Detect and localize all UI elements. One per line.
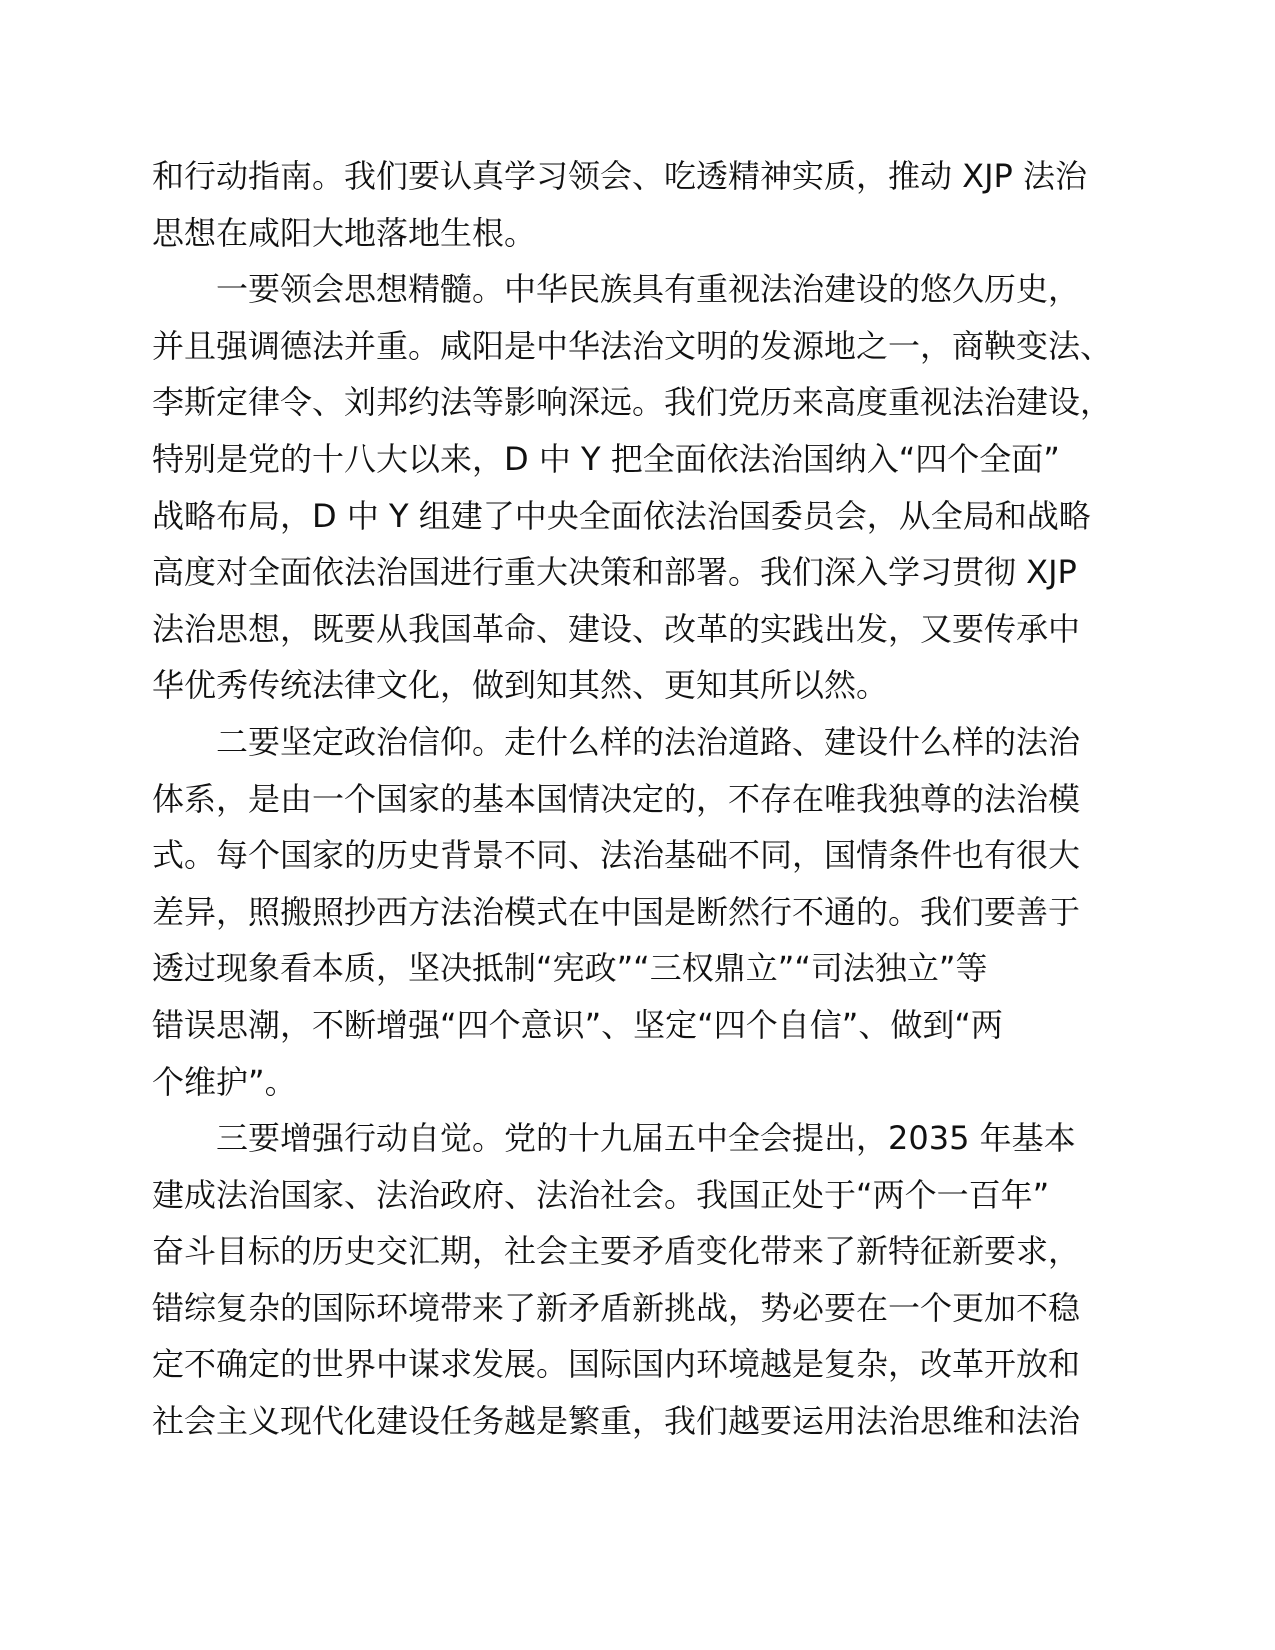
text-line: 高度对全面依法治国进行重大决策和部署。我们深入学习贯彻 XJP: [152, 553, 1077, 592]
paragraph-first-line: 二要坚定政治信仰。走什么样的法治道路、建设什么样的法治: [216, 722, 1081, 761]
text-line: 奋斗目标的历史交汇期，社会主要矛盾变化带来了新特征新要求，: [152, 1232, 1081, 1271]
paragraph-first-line: 一要领会思想精髓。中华民族具有重视法治建设的悠久历史，: [216, 270, 1081, 309]
text-line: 华优秀传统法律文化，做到知其然、更知其所以然。: [152, 666, 889, 705]
text-line: 体系，是由一个国家的基本国情决定的，不存在唯我独尊的法治模: [152, 779, 1081, 818]
text-line: 并且强调德法并重。咸阳是中华法治文明的发源地之一，商鞅变法、: [152, 326, 1113, 365]
text-line: 定不确定的世界中谋求发展。国际国内环境越是复杂，改革开放和: [152, 1345, 1081, 1384]
text-line: 李斯定律令、刘邦约法等影响深远。我们党历来高度重视法治建设，: [152, 383, 1113, 422]
text-line: 和行动指南。我们要认真学习领会、吃透精神实质，推动 XJP 法治: [152, 157, 1088, 195]
text-line: 思想在咸阳大地落地生根。: [152, 213, 537, 252]
paragraph-first-line: 三要增强行动自觉。党的十九届五中全会提出，2035 年基本: [216, 1119, 1076, 1158]
text-line: 透过现象看本质，坚决抵制“宪政”“三权鼎立”“司法独立”等: [152, 949, 988, 988]
text-line: 战略布局，D 中 Y 组建了中央全面依法治国委员会，从全局和战略: [152, 496, 1091, 535]
body-text: [152, 148, 1113, 1450]
text-line: 错误思潮，不断增强“四个意识”、坚定“四个自信”、做到“两: [152, 1005, 1003, 1044]
text-line: 法治思想，既要从我国革命、建设、改革的实践出发，又要传承中: [152, 609, 1081, 648]
text-line: 社会主义现代化建设任务越是繁重，我们越要运用法治思维和法治: [152, 1402, 1081, 1441]
text-line: 个维护”。: [152, 1062, 297, 1101]
text-line: 错综复杂的国际环境带来了新矛盾新挑战，势必要在一个更加不稳: [152, 1288, 1081, 1327]
text-line: 差异，照搬照抄西方法治模式在中国是断然行不通的。我们要善于: [152, 892, 1081, 931]
text-line: 特别是党的十八大以来，D 中 Y 把全面依法治国纳入“四个全面”: [152, 439, 1060, 478]
text-line: 式。每个国家的历史背景不同、法治基础不同，国情条件也有很大: [152, 836, 1081, 875]
text-line: 建成法治国家、法治政府、法治社会。我国正处于“两个一百年”: [152, 1175, 1050, 1214]
